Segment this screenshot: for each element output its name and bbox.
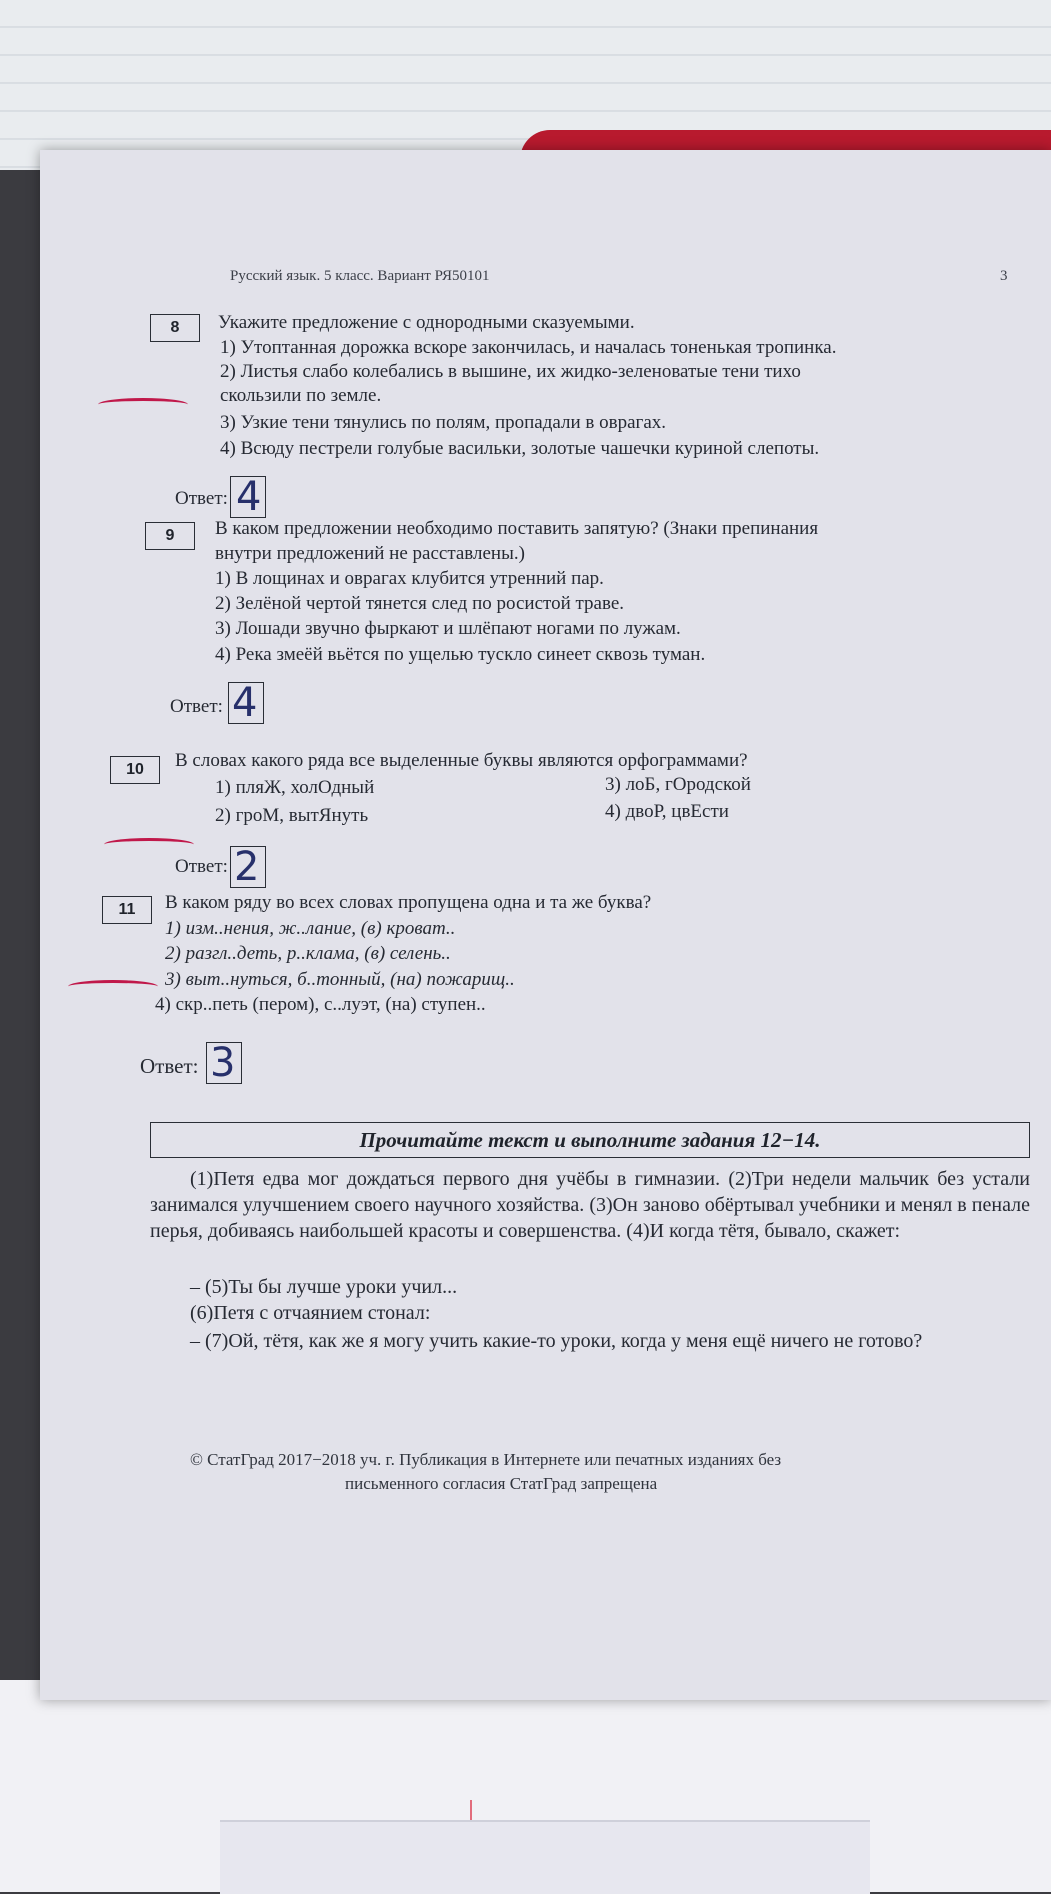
q10-prompt: В словах какого ряда все выделенные буквы являются орфограммами? xyxy=(175,750,748,771)
q11-answer-label: Ответ: xyxy=(140,1054,199,1078)
q8-answer-label: Ответ: xyxy=(175,488,228,509)
q8-option-2: 2) Листья слабо колебались в вышине, их жидко-зеленоватые тени тихо xyxy=(220,361,801,382)
q9-answer-label: Ответ: xyxy=(170,696,223,717)
q9-prompt-line-1: В каком предложении необходимо поставить запятую? (Знаки препинания xyxy=(215,518,819,539)
q9-option-3: 3) Лошади звучно фыркают и шлёпают ногами по лужам. xyxy=(215,618,681,639)
text-paragraph-2: – (5)Ты бы лучше уроки учил... xyxy=(190,1276,458,1298)
text-paragraph-1: (1)Петя едва мог дождаться первого дня учёбы в гимназии. (2)Три недели мальчик без устали занимался улучшением своего научного хозяйства. (3)Он заново обёртывал учебники и менял в пенале перья, добиваясь наибольшей красоты и совершенства. (4)И когда тётя, бывало, скажет: xyxy=(150,1168,1030,1242)
q8-option-1: 1) Утоптанная дорожка вскоре закончилась, и началась тоненькая тропинка. xyxy=(220,337,837,358)
q9-option-1: 1) В лощинах и оврагах клубится утренний пар. xyxy=(215,568,604,589)
q9-option-4: 4) Река змеёй вьётся по ущелью тускло синеет сквозь туман. xyxy=(215,644,706,665)
q8-option-2-cont: скользили по земле. xyxy=(220,385,382,406)
red-check-mark-q10 xyxy=(104,838,194,851)
q9-option-2: 2) Зелёной чертой тянется след по росистой траве. xyxy=(215,593,625,614)
q8-option-3: 3) Узкие тени тянулись по полям, пропадали в оврагах. xyxy=(220,412,667,433)
text-paragraph-3: (6)Петя с отчаянием стонал: xyxy=(190,1302,431,1324)
copyright-line-2: письменного согласия СтатГрад запрещена xyxy=(345,1474,658,1493)
copyright-line-1: © СтатГрад 2017−2018 уч. г. Публикация в Интернете или печатных изданиях без xyxy=(190,1450,782,1469)
q9-answer-handwritten: 4 xyxy=(232,680,258,726)
q10-option-1: 1) пляЖ, холОдный xyxy=(215,777,375,798)
q11-answer-handwritten: 3 xyxy=(210,1040,236,1086)
exam-sheet xyxy=(40,150,1051,1700)
q10-answer-label: Ответ: xyxy=(175,856,228,877)
q11-option-3: 3) выт..нуться, б..тонный, (на) пожарищ.. xyxy=(165,969,515,990)
q10-answer-handwritten: 2 xyxy=(234,844,260,890)
task-number-10: 10 xyxy=(110,756,160,784)
pen-object xyxy=(220,1820,870,1894)
task-number-8: 8 xyxy=(150,314,200,342)
red-check-mark-q11 xyxy=(68,980,158,993)
task-number-11: 11 xyxy=(102,896,152,924)
q11-prompt: В каком ряду во всех словах пропущена одна и та же буква? xyxy=(165,892,652,913)
q10-option-2: 2) гроМ, вытЯнуть xyxy=(215,805,369,826)
page-number: 3 xyxy=(1000,268,1008,284)
q11-option-2: 2) разгл..деть, р..клама, (в) селень.. xyxy=(165,943,451,964)
q8-option-4: 4) Всюду пестрели голубые васильки, золотые чашечки куриной слепоты. xyxy=(220,438,820,459)
q8-prompt: Укажите предложение с однородными сказуемыми. xyxy=(218,312,635,333)
sheet-header: Русский язык. 5 класс. Вариант РЯ50101 xyxy=(230,268,490,284)
q9-prompt-line-2: внутри предложений не расставлены.) xyxy=(215,543,525,564)
q11-option-1: 1) изм..нения, ж..лание, (в) кроват.. xyxy=(165,918,456,939)
section-title: Прочитайте текст и выполните задания 12−14. xyxy=(150,1122,1030,1158)
red-check-mark-q8 xyxy=(98,398,188,411)
q11-option-4: 4) скр..петь (пером), с..луэт, (на) ступен.. xyxy=(155,994,486,1015)
text-paragraph-4: – (7)Ой, тётя, как же я могу учить какие-то уроки, когда у меня ещё ничего не готово? xyxy=(190,1330,923,1352)
task-number-9: 9 xyxy=(145,522,195,550)
q10-option-3: 3) лоБ, гОродской xyxy=(605,774,751,795)
q8-answer-handwritten: 4 xyxy=(236,474,262,520)
q10-option-4: 4) двоР, цвЕсти xyxy=(605,801,729,822)
